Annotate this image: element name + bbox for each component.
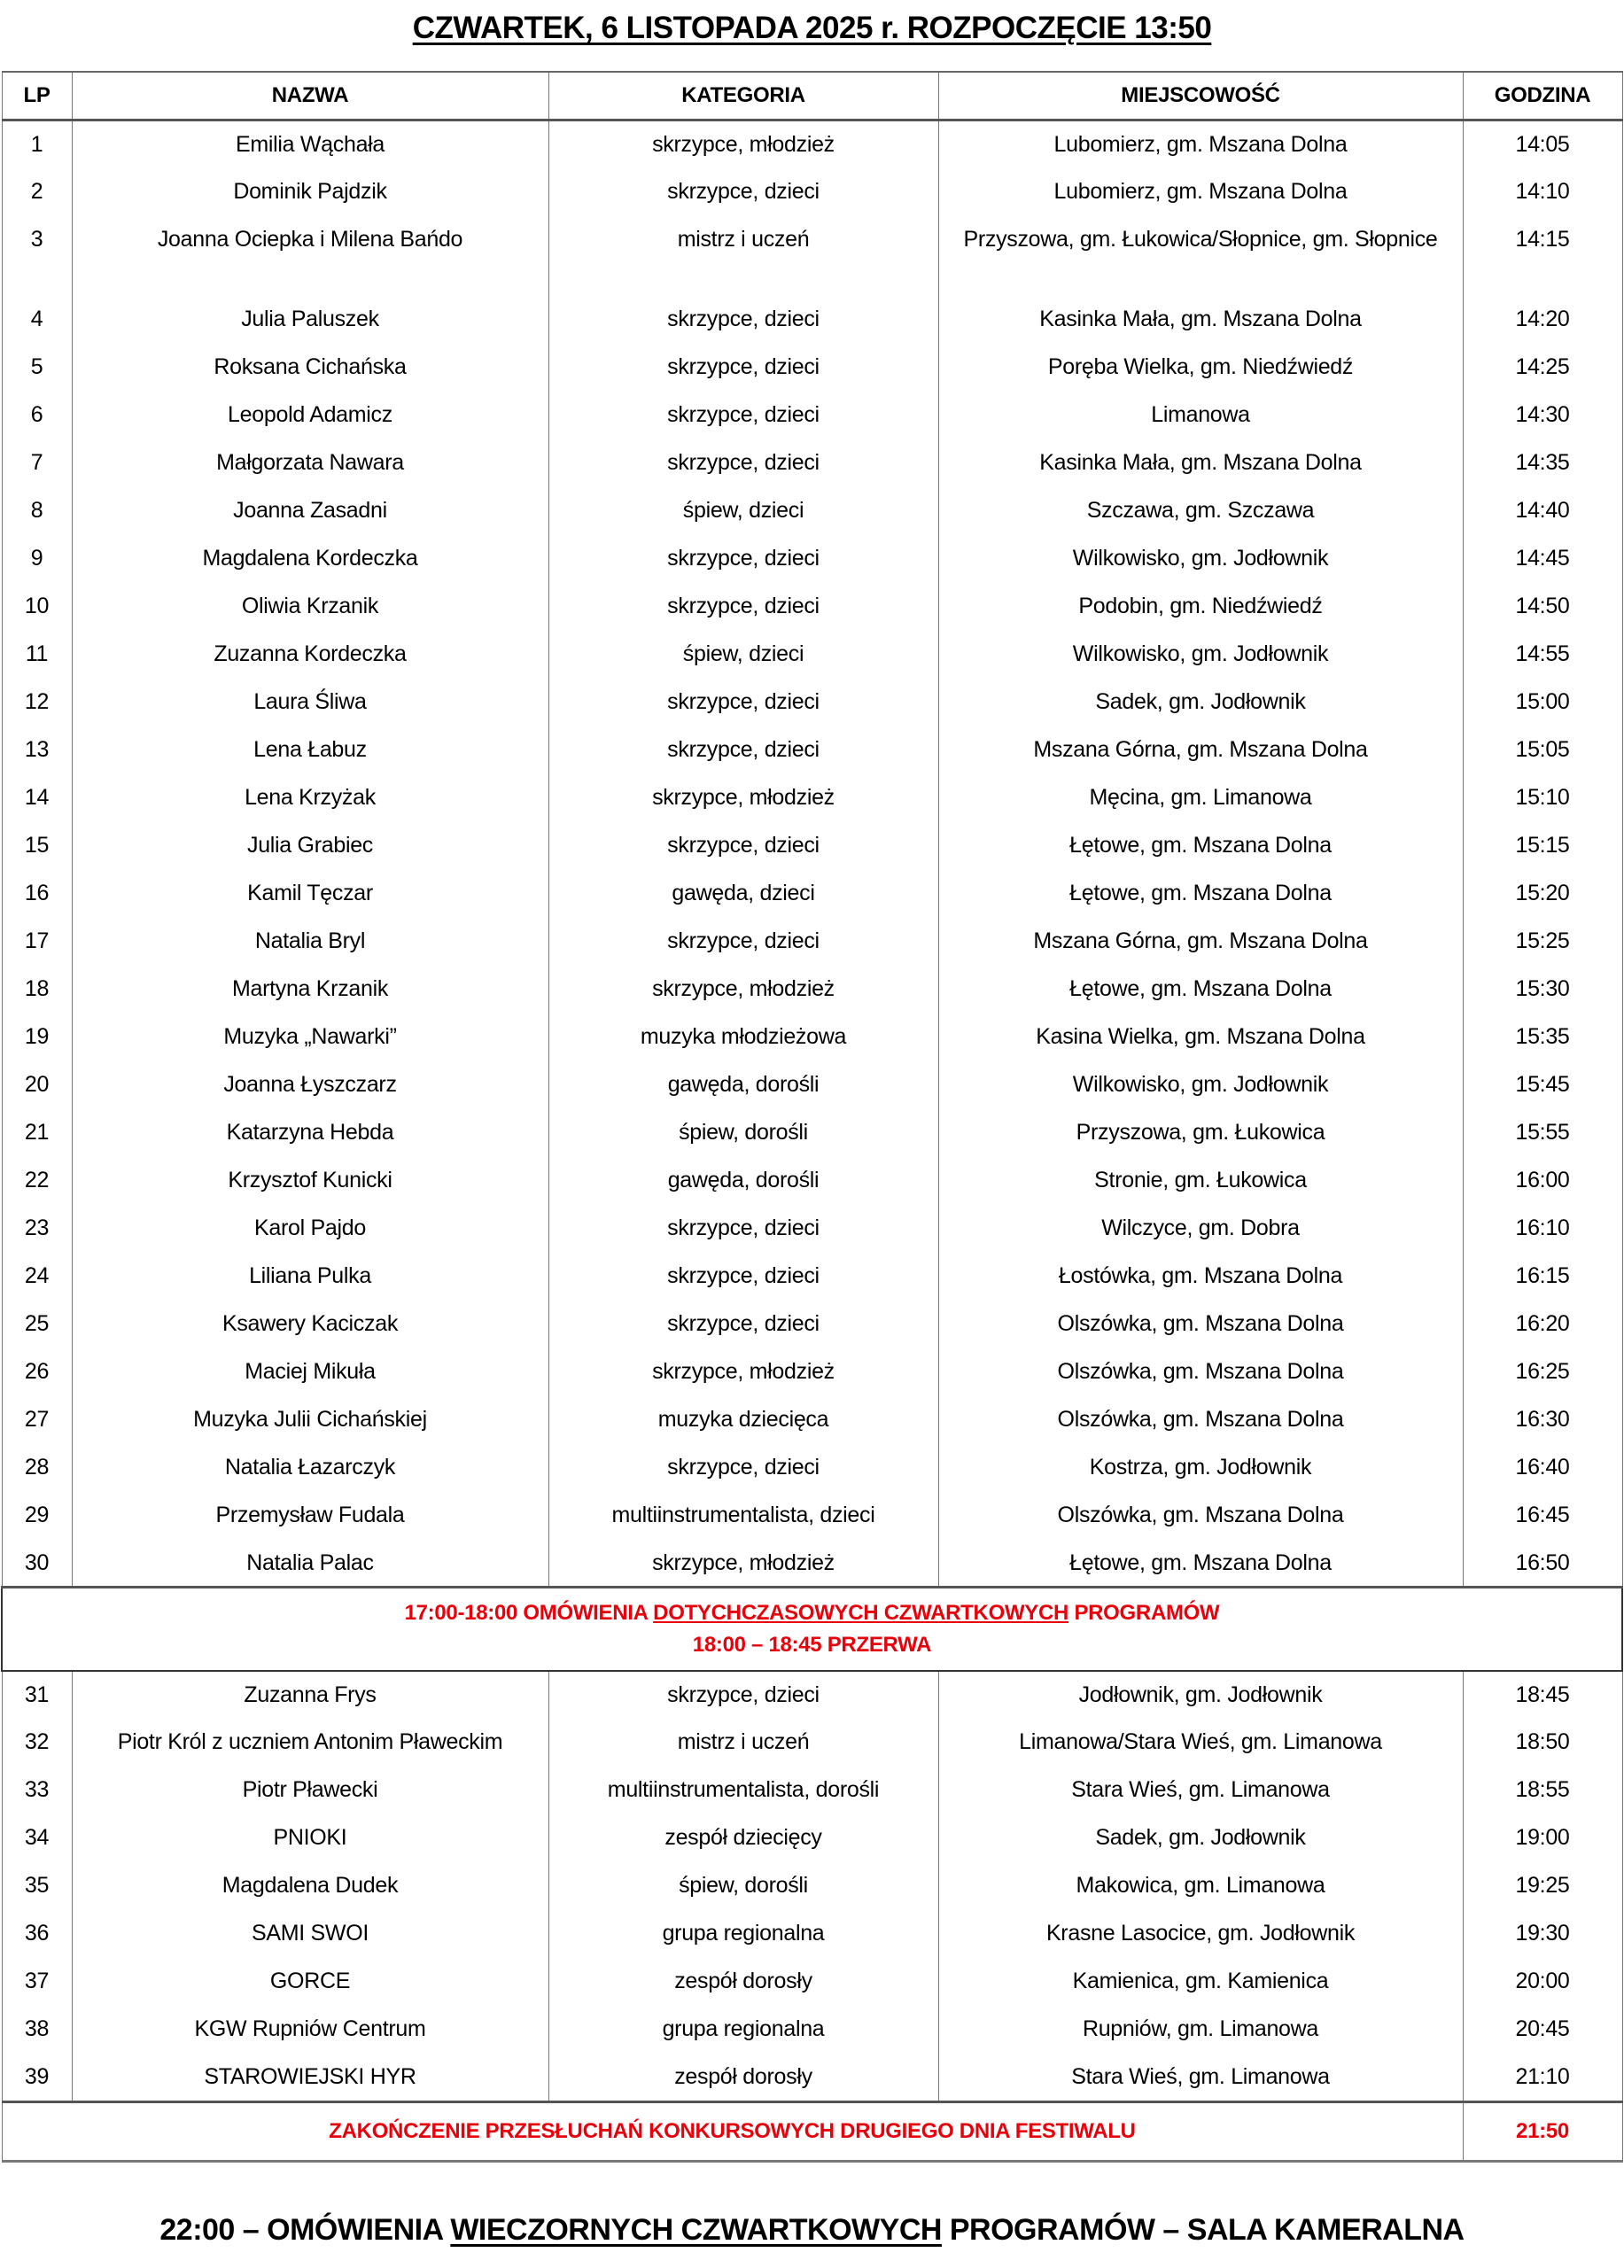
table-row — [2, 487, 1622, 535]
cell-location: Limanowa/Stara Wieś, gm. Limanowa — [938, 1719, 1463, 1767]
cell-category: skrzypce, dzieci — [548, 1205, 938, 1253]
cell-location: Lubomierz, gm. Mszana Dolna — [938, 168, 1463, 216]
cell-lp: 38 — [2, 2006, 72, 2054]
cell-category: skrzypce, młodzież — [548, 1348, 938, 1396]
cell-category: grupa regionalna — [548, 1910, 938, 1958]
cell-time: 15:55 — [1463, 1109, 1622, 1157]
cell-time: 16:15 — [1463, 1253, 1622, 1301]
cell-time: 16:30 — [1463, 1396, 1622, 1444]
cell-category: śpiew, dorośli — [548, 1109, 938, 1157]
cell-category: skrzypce, dzieci — [548, 583, 938, 631]
cell-name: Joanna Ociepka i Milena Bańdo — [72, 216, 548, 296]
cell-category: skrzypce, dzieci — [548, 1253, 938, 1301]
cell-time: 21:10 — [1463, 2054, 1622, 2101]
table-row — [2, 1671, 1622, 1719]
cell-time: 15:30 — [1463, 966, 1622, 1014]
cell-category: skrzypce, dzieci — [548, 392, 938, 439]
table-row — [2, 1719, 1622, 1767]
cell-lp: 39 — [2, 2054, 72, 2101]
table-row — [2, 296, 1622, 344]
cell-location: Wilczyce, gm. Dobra — [938, 1205, 1463, 1253]
cell-category: zespół dorosły — [548, 2054, 938, 2101]
cell-name: Martyna Krzanik — [72, 966, 548, 1014]
cell-name: Joanna Zasadni — [72, 487, 548, 535]
table-row — [2, 1253, 1622, 1301]
cell-time: 16:45 — [1463, 1492, 1622, 1540]
cell-location: Olszówka, gm. Mszana Dolna — [938, 1348, 1463, 1396]
cell-name: GORCE — [72, 1958, 548, 2006]
header-lp: LP — [2, 72, 72, 120]
cell-location: Sadek, gm. Jodłownik — [938, 679, 1463, 726]
cell-category: skrzypce, dzieci — [548, 918, 938, 966]
table-row — [2, 1910, 1622, 1958]
cell-location: Łostówka, gm. Mszana Dolna — [938, 1253, 1463, 1301]
end-label: ZAKOŃCZENIE PRZESŁUCHAŃ KONKURSOWYCH DRUGIEGO DNIA FESTIWALU — [2, 2101, 1463, 2161]
cell-time: 15:15 — [1463, 822, 1622, 870]
cell-time: 14:05 — [1463, 120, 1622, 168]
cell-location: Stronie, gm. Łukowica — [938, 1157, 1463, 1205]
cell-location: Mszana Górna, gm. Mszana Dolna — [938, 918, 1463, 966]
cell-location: Stara Wieś, gm. Limanowa — [938, 2054, 1463, 2101]
page-title-text: CZWARTEK, 6 LISTOPADA 2025 r. ROZPOCZĘCIE 13:50 — [412, 11, 1212, 45]
cell-category: muzyka dziecięca — [548, 1396, 938, 1444]
cell-time: 16:25 — [1463, 1348, 1622, 1396]
cell-name: Karol Pajdo — [72, 1205, 548, 1253]
cell-name: Lena Krzyżak — [72, 774, 548, 822]
header-category: KATEGORIA — [548, 72, 938, 120]
cell-lp: 17 — [2, 918, 72, 966]
cell-location: Kasina Wielka, gm. Mszana Dolna — [938, 1014, 1463, 1061]
table-row — [2, 1862, 1622, 1910]
cell-name: Leopold Adamicz — [72, 392, 548, 439]
table-row — [2, 2054, 1622, 2101]
table-row — [2, 120, 1622, 168]
table-row — [2, 918, 1622, 966]
cell-name: Oliwia Krzanik — [72, 583, 548, 631]
cell-name: Joanna Łyszczarz — [72, 1061, 548, 1109]
table-row — [2, 726, 1622, 774]
break-line2: 18:00 – 18:45 PRZERWA — [692, 1633, 932, 1657]
cell-category: skrzypce, dzieci — [548, 1444, 938, 1492]
cell-category: skrzypce, młodzież — [548, 966, 938, 1014]
break-section — [2, 1588, 1622, 1672]
cell-lp: 23 — [2, 1205, 72, 1253]
table-row — [2, 1061, 1622, 1109]
cell-time: 15:25 — [1463, 918, 1622, 966]
cell-lp: 3 — [2, 216, 72, 296]
cell-lp: 10 — [2, 583, 72, 631]
cell-location: Stara Wieś, gm. Limanowa — [938, 1767, 1463, 1814]
cell-location: Kasinka Mała, gm. Mszana Dolna — [938, 296, 1463, 344]
header-time: GODZINA — [1463, 72, 1622, 120]
cell-time: 16:10 — [1463, 1205, 1622, 1253]
cell-time: 16:00 — [1463, 1157, 1622, 1205]
cell-category: skrzypce, dzieci — [548, 296, 938, 344]
cell-category: skrzypce, dzieci — [548, 1671, 938, 1719]
cell-category: skrzypce, młodzież — [548, 774, 938, 822]
cell-name: Roksana Cichańska — [72, 344, 548, 392]
cell-location: Jodłownik, gm. Jodłownik — [938, 1671, 1463, 1719]
cell-time: 14:35 — [1463, 439, 1622, 487]
cell-time: 18:55 — [1463, 1767, 1622, 1814]
cell-name: Przemysław Fudala — [72, 1492, 548, 1540]
cell-lp: 1 — [2, 120, 72, 168]
cell-location: Przyszowa, gm. Łukowica/Słopnice, gm. Słopnice — [938, 216, 1463, 296]
cell-category: śpiew, dzieci — [548, 631, 938, 679]
footer-prefix: 22:00 – OMÓWIENIA — [159, 2213, 451, 2247]
cell-time: 15:20 — [1463, 870, 1622, 918]
cell-lp: 21 — [2, 1109, 72, 1157]
footer-underlined: WIECZORNYCH CZWARTKOWYCH — [450, 2213, 942, 2247]
table-row — [2, 679, 1622, 726]
table-row — [2, 822, 1622, 870]
cell-lp: 22 — [2, 1157, 72, 1205]
cell-name: Katarzyna Hebda — [72, 1109, 548, 1157]
table-row — [2, 1396, 1622, 1444]
cell-category: gawęda, dorośli — [548, 1061, 938, 1109]
table-row — [2, 1109, 1622, 1157]
table-row — [2, 966, 1622, 1014]
table-row — [2, 1492, 1622, 1540]
cell-location: Męcina, gm. Limanowa — [938, 774, 1463, 822]
cell-time: 15:35 — [1463, 1014, 1622, 1061]
cell-lp: 18 — [2, 966, 72, 1014]
schedule-part2 — [2, 1671, 1622, 2101]
cell-time: 14:45 — [1463, 535, 1622, 583]
end-row — [2, 2101, 1622, 2161]
cell-time: 15:45 — [1463, 1061, 1622, 1109]
cell-name: Muzyka Julii Cichańskiej — [72, 1396, 548, 1444]
end-section — [2, 2101, 1622, 2161]
cell-category: mistrz i uczeń — [548, 216, 938, 296]
table-row — [2, 1014, 1622, 1061]
cell-name: Natalia Bryl — [72, 918, 548, 966]
cell-time: 16:40 — [1463, 1444, 1622, 1492]
cell-category: skrzypce, dzieci — [548, 822, 938, 870]
schedule-table — [1, 71, 1623, 2163]
cell-name: Liliana Pulka — [72, 1253, 548, 1301]
cell-lp: 20 — [2, 1061, 72, 1109]
table-row — [2, 439, 1622, 487]
table-row — [2, 1540, 1622, 1588]
cell-time: 20:45 — [1463, 2006, 1622, 2054]
table-row — [2, 1767, 1622, 1814]
cell-name: Dominik Pajdzik — [72, 168, 548, 216]
cell-name: Ksawery Kaciczak — [72, 1301, 548, 1348]
table-row — [2, 2006, 1622, 2054]
cell-name: Zuzanna Kordeczka — [72, 631, 548, 679]
cell-lp: 12 — [2, 679, 72, 726]
cell-lp: 37 — [2, 1958, 72, 2006]
cell-lp: 25 — [2, 1301, 72, 1348]
cell-time: 20:00 — [1463, 1958, 1622, 2006]
table-row — [2, 583, 1622, 631]
table-row — [2, 1814, 1622, 1862]
cell-time: 14:10 — [1463, 168, 1622, 216]
table-row — [2, 1205, 1622, 1253]
cell-category: skrzypce, dzieci — [548, 726, 938, 774]
cell-time: 14:25 — [1463, 344, 1622, 392]
cell-name: Emilia Wąchała — [72, 120, 548, 168]
cell-name: Zuzanna Frys — [72, 1671, 548, 1719]
table-row — [2, 216, 1622, 296]
cell-name: Lena Łabuz — [72, 726, 548, 774]
table-row — [2, 1444, 1622, 1492]
cell-location: Olszówka, gm. Mszana Dolna — [938, 1396, 1463, 1444]
table-row — [2, 1301, 1622, 1348]
cell-time: 14:30 — [1463, 392, 1622, 439]
cell-lp: 26 — [2, 1348, 72, 1396]
cell-location: Szczawa, gm. Szczawa — [938, 487, 1463, 535]
table-row — [2, 344, 1622, 392]
cell-lp: 6 — [2, 392, 72, 439]
cell-time: 14:15 — [1463, 216, 1622, 296]
cell-location: Kamienica, gm. Kamienica — [938, 1958, 1463, 2006]
table-row — [2, 392, 1622, 439]
cell-category: skrzypce, dzieci — [548, 1301, 938, 1348]
cell-category: skrzypce, dzieci — [548, 168, 938, 216]
cell-name: Laura Śliwa — [72, 679, 548, 726]
cell-name: SAMI SWOI — [72, 1910, 548, 1958]
header-location: MIEJSCOWOŚĆ — [938, 72, 1463, 120]
schedule-part1 — [2, 120, 1622, 1588]
cell-name: Natalia Palac — [72, 1540, 548, 1588]
cell-time: 15:00 — [1463, 679, 1622, 726]
table-row — [2, 168, 1622, 216]
cell-location: Makowica, gm. Limanowa — [938, 1862, 1463, 1910]
cell-location: Łętowe, gm. Mszana Dolna — [938, 1540, 1463, 1588]
cell-lp: 14 — [2, 774, 72, 822]
header-name: NAZWA — [72, 72, 548, 120]
table-row — [2, 535, 1622, 583]
cell-location: Rupniów, gm. Limanowa — [938, 2006, 1463, 2054]
table-row — [2, 1157, 1622, 1205]
cell-time: 15:05 — [1463, 726, 1622, 774]
cell-location: Przyszowa, gm. Łukowica — [938, 1109, 1463, 1157]
end-time: 21:50 — [1463, 2101, 1622, 2161]
cell-location: Olszówka, gm. Mszana Dolna — [938, 1492, 1463, 1540]
cell-location: Podobin, gm. Niedźwiedź — [938, 583, 1463, 631]
cell-time: 15:10 — [1463, 774, 1622, 822]
cell-name: Maciej Mikuła — [72, 1348, 548, 1396]
cell-name: Małgorzata Nawara — [72, 439, 548, 487]
cell-name: Julia Paluszek — [72, 296, 548, 344]
cell-lp: 7 — [2, 439, 72, 487]
cell-time: 19:00 — [1463, 1814, 1622, 1862]
cell-lp: 19 — [2, 1014, 72, 1061]
cell-category: mistrz i uczeń — [548, 1719, 938, 1767]
cell-location: Poręba Wielka, gm. Niedźwiedź — [938, 344, 1463, 392]
break-cell — [2, 1588, 1622, 1672]
table-row — [2, 870, 1622, 918]
cell-lp: 33 — [2, 1767, 72, 1814]
table-header-row — [2, 72, 1622, 120]
table-row — [2, 1958, 1622, 2006]
table-row — [2, 1348, 1622, 1396]
cell-category: skrzypce, dzieci — [548, 535, 938, 583]
cell-category: multiinstrumentalista, dzieci — [548, 1492, 938, 1540]
cell-name: KGW Rupniów Centrum — [72, 2006, 548, 2054]
footer-note — [0, 2213, 1624, 2248]
cell-category: zespół dorosły — [548, 1958, 938, 2006]
cell-lp: 9 — [2, 535, 72, 583]
cell-time: 19:30 — [1463, 1910, 1622, 1958]
cell-location: Łętowe, gm. Mszana Dolna — [938, 966, 1463, 1014]
cell-time: 14:20 — [1463, 296, 1622, 344]
cell-lp: 15 — [2, 822, 72, 870]
cell-lp: 5 — [2, 344, 72, 392]
cell-lp: 32 — [2, 1719, 72, 1767]
cell-category: skrzypce, młodzież — [548, 120, 938, 168]
cell-location: Olszówka, gm. Mszana Dolna — [938, 1301, 1463, 1348]
cell-time: 18:45 — [1463, 1671, 1622, 1719]
cell-location: Krasne Lasocice, gm. Jodłownik — [938, 1910, 1463, 1958]
cell-time: 16:50 — [1463, 1540, 1622, 1588]
cell-lp: 16 — [2, 870, 72, 918]
cell-location: Wilkowisko, gm. Jodłownik — [938, 631, 1463, 679]
cell-name: STAROWIEJSKI HYR — [72, 2054, 548, 2101]
cell-name: Natalia Łazarczyk — [72, 1444, 548, 1492]
cell-time: 14:50 — [1463, 583, 1622, 631]
break-line1-prefix: 17:00-18:00 OMÓWIENIA — [404, 1601, 654, 1625]
cell-category: skrzypce, dzieci — [548, 679, 938, 726]
cell-time: 19:25 — [1463, 1862, 1622, 1910]
table-row — [2, 631, 1622, 679]
cell-location: Łętowe, gm. Mszana Dolna — [938, 822, 1463, 870]
cell-name: Piotr Król z uczniem Antonim Pławeckim — [72, 1719, 548, 1767]
cell-category: gawęda, dzieci — [548, 870, 938, 918]
cell-category: gawęda, dorośli — [548, 1157, 938, 1205]
cell-name: PNIOKI — [72, 1814, 548, 1862]
cell-location: Limanowa — [938, 392, 1463, 439]
cell-category: skrzypce, młodzież — [548, 1540, 938, 1588]
cell-location: Kostrza, gm. Jodłownik — [938, 1444, 1463, 1492]
cell-name: Piotr Pławecki — [72, 1767, 548, 1814]
cell-time: 18:50 — [1463, 1719, 1622, 1767]
cell-lp: 35 — [2, 1862, 72, 1910]
cell-category: skrzypce, dzieci — [548, 439, 938, 487]
cell-location: Wilkowisko, gm. Jodłownik — [938, 1061, 1463, 1109]
cell-category: grupa regionalna — [548, 2006, 938, 2054]
cell-lp: 34 — [2, 1814, 72, 1862]
cell-lp: 36 — [2, 1910, 72, 1958]
cell-lp: 27 — [2, 1396, 72, 1444]
footer-suffix: PROGRAMÓW – SALA KAMERALNA — [941, 2213, 1465, 2247]
cell-location: Wilkowisko, gm. Jodłownik — [938, 535, 1463, 583]
cell-name: Julia Grabiec — [72, 822, 548, 870]
break-line1-underlined: DOTYCHCZASOWYCH CZWARTKOWYCH — [653, 1601, 1069, 1625]
cell-category: muzyka młodzieżowa — [548, 1014, 938, 1061]
cell-lp: 28 — [2, 1444, 72, 1492]
cell-lp: 8 — [2, 487, 72, 535]
cell-lp: 11 — [2, 631, 72, 679]
cell-name: Magdalena Kordeczka — [72, 535, 548, 583]
break-row — [2, 1588, 1622, 1672]
cell-time: 16:20 — [1463, 1301, 1622, 1348]
cell-location: Mszana Górna, gm. Mszana Dolna — [938, 726, 1463, 774]
cell-time: 14:55 — [1463, 631, 1622, 679]
cell-location: Kasinka Mała, gm. Mszana Dolna — [938, 439, 1463, 487]
break-line1-suffix: PROGRAMÓW — [1068, 1601, 1220, 1625]
cell-lp: 29 — [2, 1492, 72, 1540]
cell-lp: 4 — [2, 296, 72, 344]
cell-name: Krzysztof Kunicki — [72, 1157, 548, 1205]
cell-category: śpiew, dzieci — [548, 487, 938, 535]
cell-name: Magdalena Dudek — [72, 1862, 548, 1910]
cell-category: śpiew, dorośli — [548, 1862, 938, 1910]
cell-name: Muzyka „Nawarki” — [72, 1014, 548, 1061]
cell-category: zespół dziecięcy — [548, 1814, 938, 1862]
cell-location: Sadek, gm. Jodłownik — [938, 1814, 1463, 1862]
cell-location: Łętowe, gm. Mszana Dolna — [938, 870, 1463, 918]
cell-lp: 31 — [2, 1671, 72, 1719]
cell-lp: 30 — [2, 1540, 72, 1588]
cell-lp: 24 — [2, 1253, 72, 1301]
cell-location: Lubomierz, gm. Mszana Dolna — [938, 120, 1463, 168]
cell-lp: 13 — [2, 726, 72, 774]
page-title — [0, 11, 1624, 46]
cell-name: Kamil Tęczar — [72, 870, 548, 918]
cell-category: multiinstrumentalista, dorośli — [548, 1767, 938, 1814]
cell-category: skrzypce, dzieci — [548, 344, 938, 392]
table-row — [2, 774, 1622, 822]
cell-time: 14:40 — [1463, 487, 1622, 535]
cell-lp: 2 — [2, 168, 72, 216]
